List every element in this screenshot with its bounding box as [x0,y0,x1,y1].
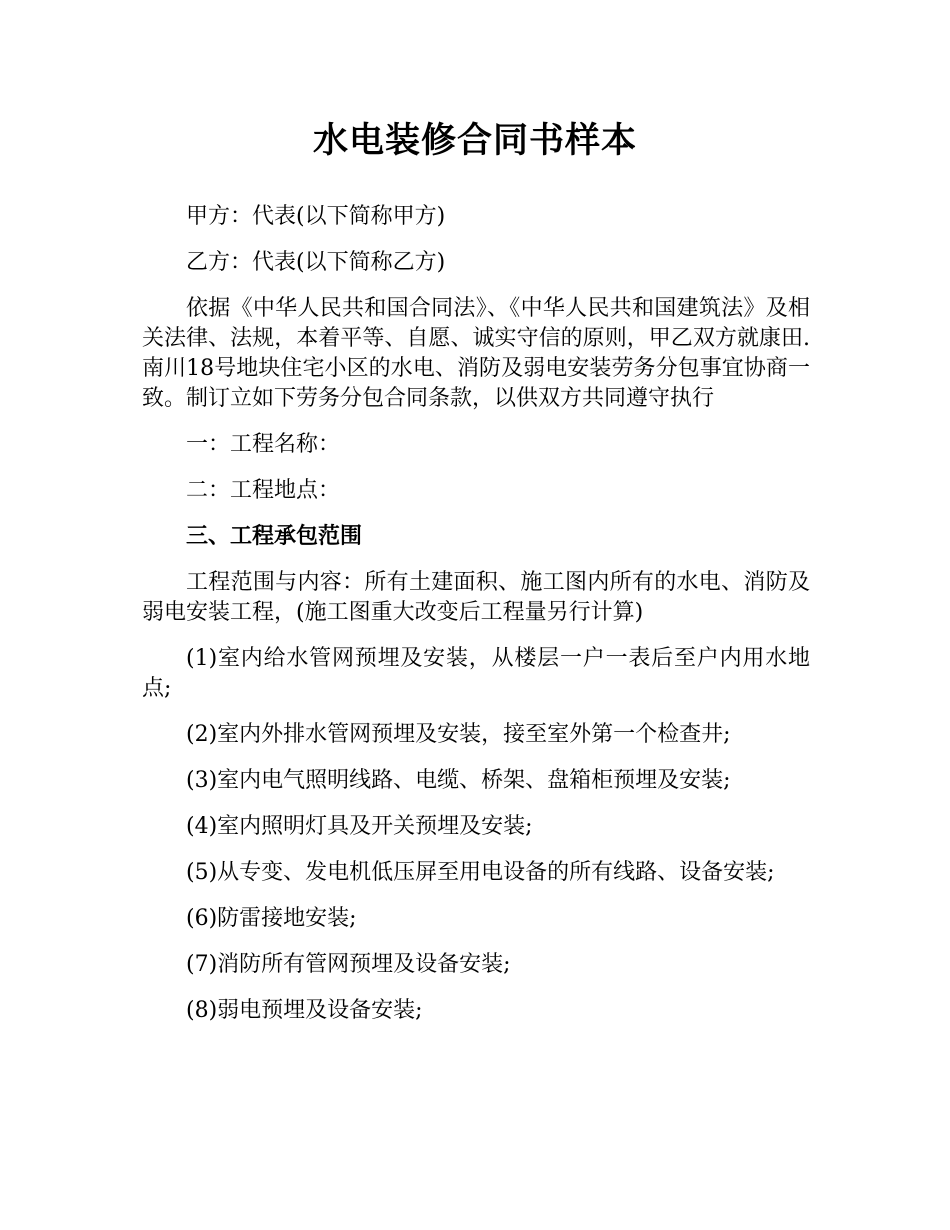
preamble-paragraph: 依据《中华人民共和国合同法》、《中华人民共和国建筑法》及相关法律、法规，本着平等、自愿、诚实守信的原则，甲乙双方就康田.南川18号地块住宅小区的水电、消防及弱电安装劳务分包事宜协商一致。制订立如下劳务分包合同条款，以供双方共同遵守执行 [142,296,810,411]
document-body [142,202,810,1042]
scope-item: (4)室内照明灯具及开关预埋及安装; [186,814,533,839]
scope-intro-paragraph: 工程范围与内容：所有土建面积、施工图内所有的水电、消防及弱电安装工程，(施工图重大改变后工程量另行计算) [142,570,810,625]
section-project-name: 一：工程名称： [186,432,341,457]
scope-item: (5)从专变、发电机低压屏至用电设备的所有线路、设备安装; [186,860,775,885]
party-b-line: 乙方：代表(以下简称乙方) [186,250,446,275]
scope-item: (3)室内电气照明线路、电缆、桥架、盘箱柜预埋及安装; [186,768,731,793]
scope-item: (7)消防所有管网预埋及设备安装; [186,952,511,977]
party-a-line: 甲方：代表(以下简称甲方) [186,204,446,229]
scope-item: (8)弱电预埋及设备安装; [186,998,423,1023]
scope-item: (2)室内外排水管网预埋及安装，接至室外第一个检查井; [186,722,731,747]
scope-item: (6)防雷接地安装; [186,906,357,931]
document-title: 水电装修合同书样本 [312,121,637,161]
scope-item: (1)室内给水管网预埋及安装，从楼层一户一表后至户内用水地点; [142,646,810,701]
section-scope-heading: 三、工程承包范围 [186,524,363,549]
section-project-location: 二：工程地点： [186,478,341,503]
